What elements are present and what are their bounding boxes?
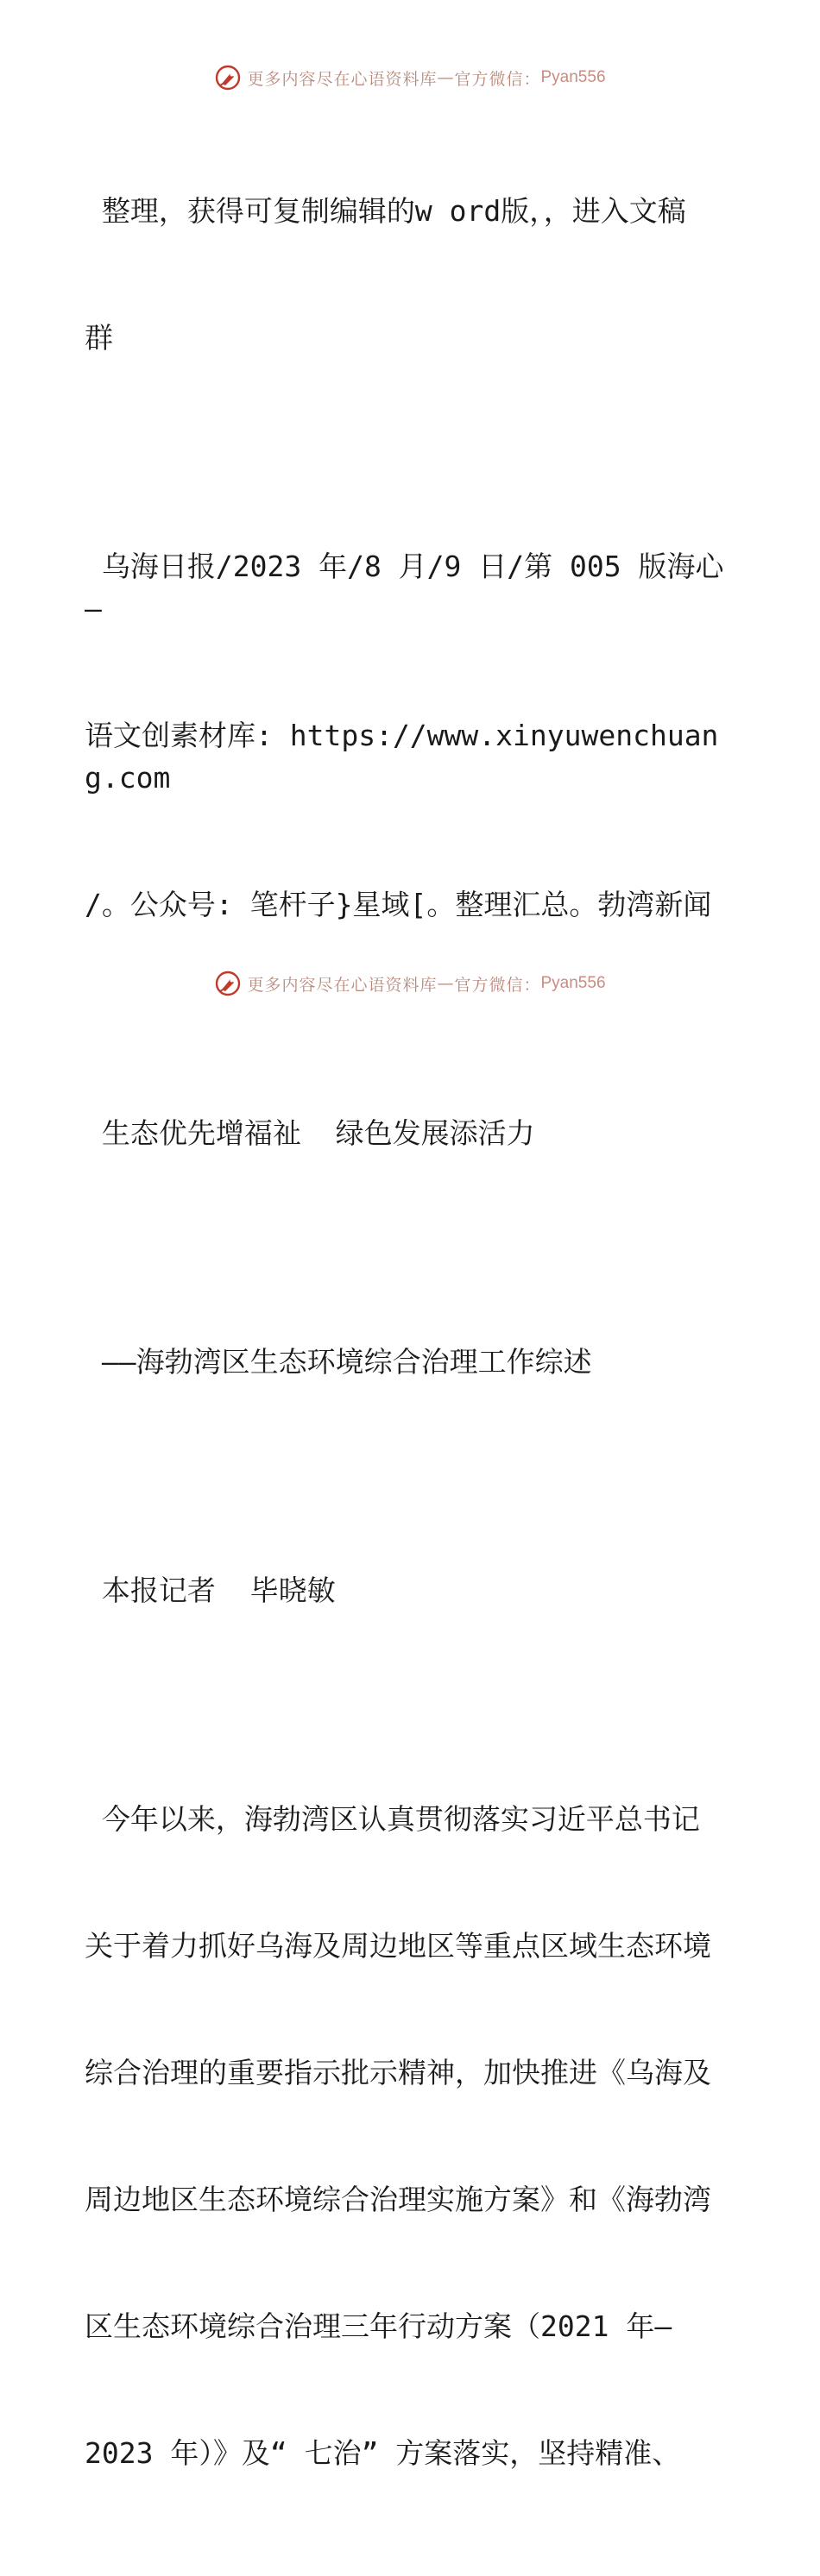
text-line: 综合治理的重要指示批示精神，加快推进《乌海及 (85, 2056, 711, 2089)
text-line: 周边地区生态环境综合治理实施方案》和《海勃湾 (85, 2183, 711, 2216)
banner-wechat-id: Pyan556 (540, 974, 606, 992)
footer-watermark-banner (0, 966, 820, 1001)
pen-nib-logo-icon (214, 970, 242, 997)
banner-main-text: 更多内容尽在心语资料库 (247, 975, 438, 995)
banner-wechat-label: 官方微信： (454, 975, 541, 995)
paragraph-intro-note (85, 105, 741, 443)
article-subheadline (85, 1256, 741, 1467)
header-watermark-banner (0, 60, 820, 95)
banner-separator: — (437, 974, 455, 993)
text-line: 2023 年）》及“ 七治” 方案落实，坚持精准、 (85, 2436, 681, 2470)
banner-wechat-id: Pyan556 (540, 68, 606, 86)
text-line: 今年以来，海勃湾区认真贯彻落实习近平总书记 (85, 1802, 700, 1836)
text-line: 整理，获得可复制编辑的w ord版，，进入文稿 (85, 194, 686, 228)
banner-wechat-label: 官方微信： (454, 69, 541, 89)
text-line: 区生态环境综合治理三年行动方案（2021 年— (85, 2309, 672, 2343)
pen-nib-logo-icon (214, 64, 242, 91)
article-body-paragraph (85, 1713, 741, 2559)
article-byline (85, 1485, 741, 1696)
text-line: 生态优先增福祉 绿色发展添活力 (85, 1116, 535, 1150)
text-line: 乌海日报/2023 年/8 月/9 日/第 005 版海心— (85, 550, 724, 625)
text-line: 关于着力抓好乌海及周边地区等重点区域生态环境 (85, 1929, 711, 1963)
document-body (85, 105, 741, 2576)
text-line: 语文创素材库: https://www.xinyuwenchuang.com (85, 719, 719, 795)
text-line: 本报记者 毕晓敏 (85, 1574, 336, 1607)
text-line: ——海勃湾区生态环境综合治理工作综述 (85, 1345, 592, 1379)
paragraph-source-info (85, 461, 741, 1010)
text-line: 群 (85, 321, 113, 355)
article-headline (85, 1027, 741, 1239)
banner-main-text: 更多内容尽在心语资料库 (247, 69, 438, 89)
text-line: /。公众号: 笔杆子}星域[。整理汇总。勃湾新闻 (85, 888, 712, 921)
banner-separator: — (437, 68, 455, 87)
